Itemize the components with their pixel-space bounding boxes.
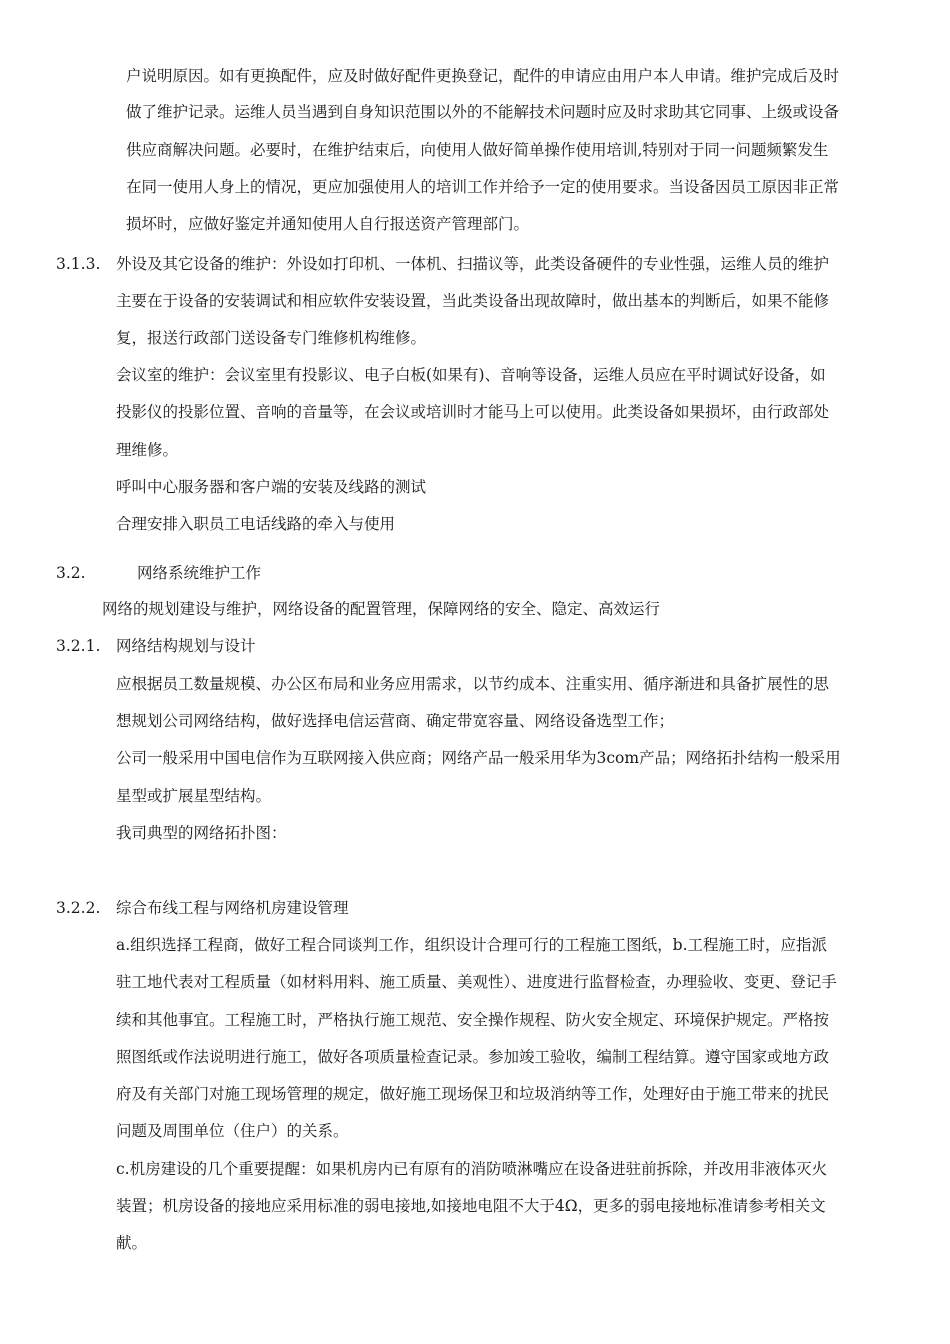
paragraph-line: c.机房建设的几个重要提醒：如果机房内已有原有的消防喷淋嘴应在设备进驻前拆除，并改用非液体灭火 xyxy=(116,1160,828,1178)
paragraph-line: 装置；机房设备的接地应采用标准的弱电接地,如接地电阻不大于4Ω，更多的弱电接地标准请参考相关文 xyxy=(116,1197,826,1215)
paragraph-line: 损坏时，应做好鉴定并通知使用人自行报送资产管理部门。 xyxy=(126,215,530,233)
paragraph-line: 供应商解决问题。必要时，在维护结束后，向使用人做好简单操作使用培训,特别对于同一问题频繁发生 xyxy=(126,141,829,159)
paragraph-line: 续和其他事宜。工程施工时，严格执行施工规范、安全操作规程、防火安全规定、环境保护规定。严格按 xyxy=(116,1011,830,1029)
paragraph-line: 主要在于设备的安装调试和相应软件安装设置，当此类设备出现故障时，做出基本的判断后，如果不能修 xyxy=(116,292,830,310)
paragraph-line: 复，报送行政部门送设备专门维修机构维修。 xyxy=(116,329,427,347)
paragraph-line: 星型或扩展星型结构。 xyxy=(116,787,272,805)
section-number-3-2-2: 3.2.2. xyxy=(56,899,101,917)
section-number-3-2-1: 3.2.1. xyxy=(56,637,101,655)
paragraph-line: 我司典型的网络拓扑图： xyxy=(116,824,287,842)
section-intro: 网络的规划建设与维护，网络设备的配置管理，保障网络的安全、隐定、高效运行 xyxy=(102,600,661,618)
section-heading: 网络系统维护工作 xyxy=(137,564,262,582)
paragraph-line: 应根据员工数量规模、办公区布局和业务应用需求，以节约成本、注重实用、循序渐进和具备扩展性的思 xyxy=(116,675,830,693)
paragraph-line: 理维修。 xyxy=(116,441,179,459)
paragraph-line: 外设及其它设备的维护：外设如打印机、一体机、扫描议等，此类设备硬件的专业性强，运维人员的维护 xyxy=(116,255,830,273)
paragraph-line: 做了维护记录。运维人员当遇到自身知识范围以外的不能解技术问题时应及时求助其它同事、上级或设备 xyxy=(126,103,840,121)
list-item: 呼叫中心服务器和客户端的安装及线路的测试 xyxy=(116,478,427,496)
section-number-3-1-3: 3.1.3. xyxy=(56,255,101,273)
paragraph-line: a.组织选择工程商，做好工程合同谈判工作，组织设计合理可行的工程施工图纸，b.工程施工时，应指派 xyxy=(116,936,828,954)
paragraph-line: 想规划公司网络结构，做好选择电信运营商、确定带宽容量、网络设备选型工作； xyxy=(116,712,675,730)
paragraph-line: 公司一般采用中国电信作为互联网接入供应商；网络产品一般采用华为3com产品；网络拓扑结构一般采用 xyxy=(116,749,841,767)
list-item: 合理安排入职员工电话线路的牵入与使用 xyxy=(116,515,396,533)
paragraph-line: 投影仪的投影位置、音响的音量等，在会议或培训时才能马上可以使用。此类设备如果损坏，由行政部处 xyxy=(116,403,830,421)
paragraph-line: 在同一使用人身上的情况，更应加强使用人的培训工作并给予一定的使用要求。当设备因员工原因非正常 xyxy=(126,178,840,196)
paragraph-line: 驻工地代表对工程质量（如材料用料、施工质量、美观性）、进度进行监督检查，办理验收、变更、登记手 xyxy=(116,973,837,991)
section-heading: 综合布线工程与网络机房建设管理 xyxy=(116,899,349,917)
paragraph-line: 府及有关部门对施工现场管理的规定，做好施工现场保卫和垃圾消纳等工作，处理好由于施工带来的扰民 xyxy=(116,1085,830,1103)
paragraph-line: 会议室的维护：会议室里有投影议、电子白板(如果有)、音响等设备，运维人员应在平时调试好设备，如 xyxy=(116,366,826,384)
paragraph-line: 户说明原因。如有更换配件，应及时做好配件更换登记，配件的申请应由用户本人申请。维护完成后及时 xyxy=(126,67,840,85)
paragraph-line: 照图纸或作法说明进行施工，做好各项质量检查记录。参加竣工验收，编制工程结算。遵守国家或地方政 xyxy=(116,1048,830,1066)
paragraph-line: 献。 xyxy=(116,1234,148,1252)
section-number-3-2: 3.2. xyxy=(56,564,86,582)
paragraph-line: 问题及周围单位（住户）的关系。 xyxy=(116,1122,349,1140)
section-heading: 网络结构规划与设计 xyxy=(116,637,256,655)
